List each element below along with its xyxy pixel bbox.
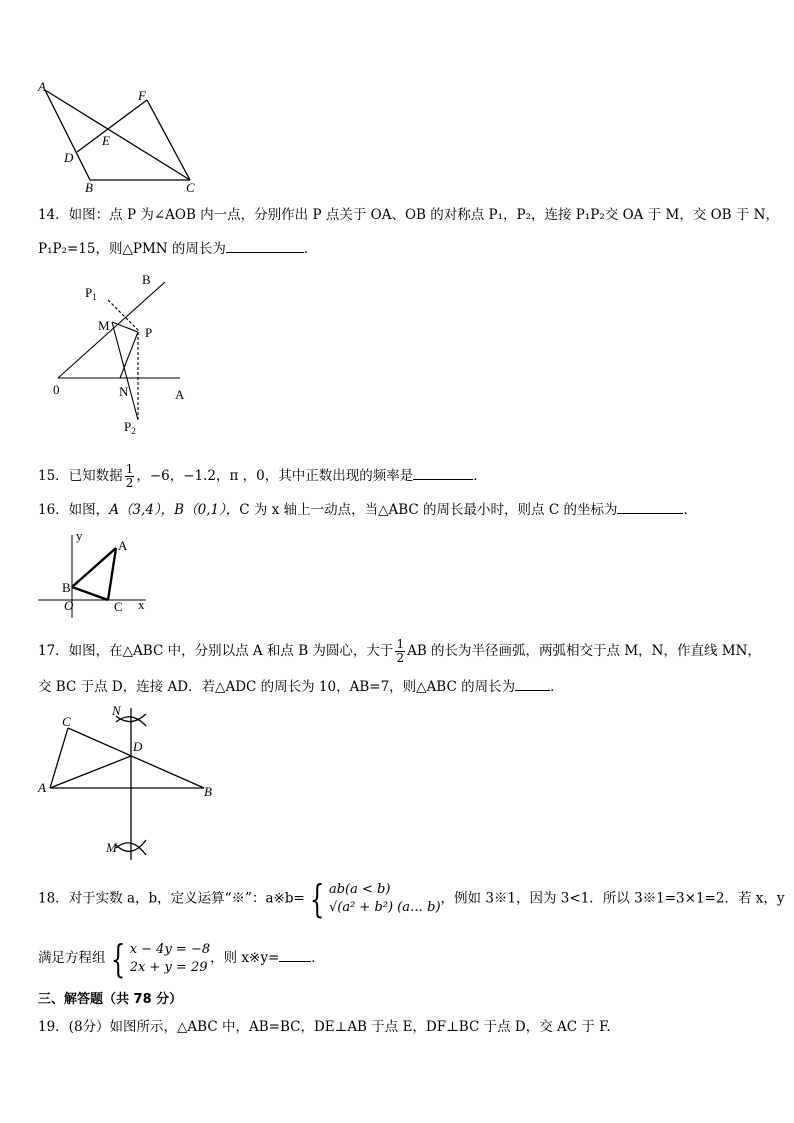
q17-line1: 17．如图，在△ABC 中，分别以点 A 和点 B 为圆心，大于 $\frac{1}{2}$ AB 的长为半径画弧，两弧相交于点 M，N，作直线 MN， <box>38 637 761 665</box>
q15-rest: ，−6，−1.2，π ，0，其中正数出现的频率是 <box>136 468 414 484</box>
label-B: B <box>142 272 151 287</box>
q19-line: 19．(8分）如图所示，△ABC 中，AB=BC，DE⊥AB 于点 E，DF⊥BC 于点 D，交 AC 于 F. <box>38 1019 611 1035</box>
q15-end: ． <box>473 468 487 484</box>
label-P1: $P_1$ <box>85 285 97 302</box>
q15-prefix: 15．已知数据 <box>38 468 123 484</box>
label-P2: $P_2$ <box>124 419 136 436</box>
q15-line <box>38 463 487 490</box>
label-N: N <box>119 384 129 399</box>
figure-q16 <box>36 530 151 625</box>
svg-text:D: D <box>133 739 143 754</box>
label-A: A <box>38 79 46 94</box>
q16-answer-blank <box>617 499 683 514</box>
label-F: F <box>138 88 146 103</box>
q17-line2: 交 BC 于点 D，连接 AD．若△ADC 的周长为 10，AB=7，则△ABC 的周长为 ． <box>38 676 564 696</box>
q17-answer-blank <box>515 676 550 691</box>
svg-text:A: A <box>118 538 128 553</box>
label-O: 0 <box>53 382 60 397</box>
q18-line1: 18．对于实数 a，b，定义运算“※”：a※b= { ab(a < b) √(a² + b²) (a… b) ，例如 3※1，因为 3<1．所以 3※1=3×1=2．若 x，y <box>38 877 785 921</box>
svg-text:M: M <box>106 840 117 855</box>
q15-fraction: $\frac{1}{2}$ <box>125 462 134 490</box>
label-M: M <box>98 318 110 333</box>
svg-text:O: O <box>64 598 74 613</box>
q14-answer-blank <box>226 238 304 253</box>
label-D: D <box>64 150 74 165</box>
label-B: B <box>85 180 93 195</box>
q14-end: ． <box>303 241 318 257</box>
label-P: P <box>145 325 153 340</box>
q14-text: P₁P₂=15，则△PMN 的周长为 <box>38 241 226 257</box>
q16-line: 16．如图，A（3,4），B（0,1），C 为 x 轴上一动点，当△ABC 的周长最小时，则点 C 的坐标为 ． <box>38 499 697 519</box>
svg-text:A: A <box>38 780 46 795</box>
label-E: E <box>102 133 110 148</box>
q15-answer-blank <box>413 465 473 480</box>
section-3-title: 三、解答题（共 78 分） <box>38 992 183 1007</box>
svg-text:B: B <box>204 784 212 799</box>
svg-text:x: x <box>138 597 145 612</box>
svg-text:y: y <box>76 528 83 543</box>
q14-line1: 14．如图：点 P 为∠AOB 内一点，分别作出 P 点关于 OA、OB 的对称点 P₁，P₂，连接 P₁P₂交 OA 于 M，交 OB 于 N， <box>38 207 779 223</box>
q18-answer-blank <box>279 947 311 962</box>
label-C: C <box>186 180 195 195</box>
q14-line2 <box>38 238 317 258</box>
svg-text:C: C <box>114 599 123 614</box>
figure-q13 <box>30 80 210 195</box>
q17-fraction: $\frac{1}{2}$ <box>396 637 405 665</box>
q18-piecewise: ab(a < b) √(a² + b²) (a… b) <box>328 882 441 915</box>
label-A: A <box>175 387 185 402</box>
svg-text:N: N <box>112 703 121 718</box>
svg-text:B: B <box>62 580 71 595</box>
figure-q17 <box>36 700 226 870</box>
figure-q14 <box>50 270 210 440</box>
q18-system: x − 4y = −8 2x + y = 29 <box>129 941 211 975</box>
svg-text:C: C <box>62 714 71 729</box>
q18-line2: 满足方程组 { x − 4y = −8 2x + y = 29 ，则 x※y= ． <box>38 936 325 981</box>
